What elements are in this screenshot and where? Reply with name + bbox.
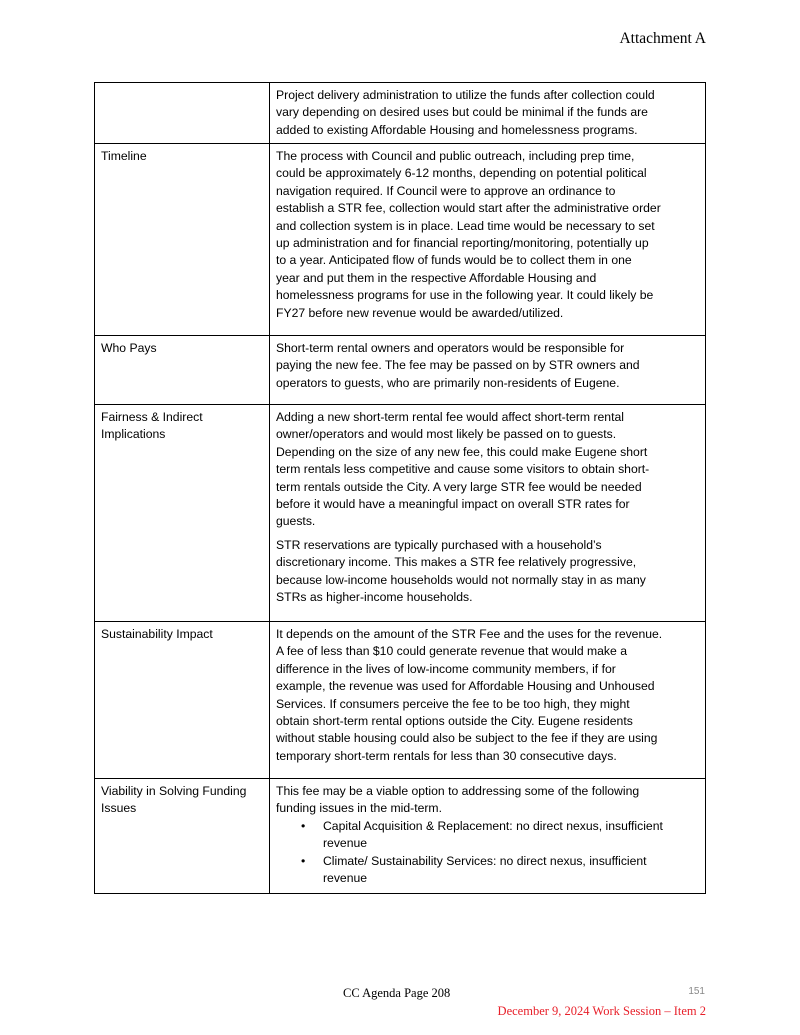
paragraph [276,537,699,607]
row-label [95,144,270,336]
text-line: difference in the lives of low-income community members, if for [276,661,616,676]
text-line: term rentals outside the City. A very large STR fee would be needed [276,479,642,494]
text-line: navigation required. If Council were to approve an ordinance to [276,183,616,198]
text-line: homelessness programs for use in the following year. It could likely be [276,288,654,303]
row-content [270,144,706,336]
text-line: paying the new fee. The fee may be passed on by STR owners and [276,358,640,373]
text-line: revenue [323,836,368,851]
table-row [95,779,706,894]
row-label [95,405,270,622]
row-label [95,83,270,144]
session-footer: December 9, 2024 Work Session – Item 2 [497,1004,706,1018]
text-line: • Capital Acquisition & Replacement: no direct nexus, insufficient [323,818,663,833]
text-line: operators to guests, who are primarily non-residents of Eugene. [276,375,620,390]
row-label [95,779,270,894]
row-content [270,405,706,622]
text-line: discretionary income. This makes a STR fee relatively progressive, [276,555,637,570]
text-line: up administration and for financial reporting/monitoring, potentially up [276,236,649,251]
table-row [95,83,706,144]
text-line: Depending on the size of any new fee, this could make Eugene short [276,444,648,459]
attachment-header: Attachment A [619,30,706,47]
text-line: establish a STR fee, collection would start after the administrative order [276,201,661,216]
text-line: vary depending on desired uses but could be minimal if the funds are [276,105,648,120]
text-line: The process with Council and public outreach, including prep time, [276,149,635,163]
text-line: STR reservations are typically purchased with a household’s [276,537,602,552]
text-line: without stable housing could also be subject to the fee if they are using [276,731,658,746]
table-row [95,622,706,779]
label-line: Viability in Solving Funding [101,784,247,798]
text-line: It depends on the amount of the STR Fee and the uses for the revenue. [276,627,663,641]
row-content [270,779,706,894]
paragraph [276,148,699,322]
label-line: Timeline [101,149,147,163]
paragraph [276,340,699,392]
paragraph [276,626,699,765]
text-line: owner/operators and would most likely be passed on to guests. [276,427,617,442]
text-line: added to existing Affordable Housing and homelessness programs. [276,122,638,137]
row-content [270,622,706,779]
table-row [95,336,706,405]
page-number: 151 [688,986,705,997]
agenda-page-footer: CC Agenda Page 208 [343,986,451,1000]
row-label [95,622,270,779]
bullet-list [276,818,699,888]
text-line: temporary short-term rentals for less than 30 consecutive days. [276,748,617,763]
table-row [95,144,706,336]
text-line: year and put them in the respective Affordable Housing and [276,270,597,285]
text-line: revenue [323,871,368,886]
text-line: A fee of less than $10 could generate revenue that would make a [276,644,627,659]
text-line: Project delivery administration to utilize the funds after collection could [276,88,655,102]
text-line: obtain short-term rental options outside the City. Eugene residents [276,714,633,729]
text-line: term rentals less competitive and cause some visitors to obtain short- [276,462,650,477]
text-line: Services. If consumers perceive the fee to be too high, they might [276,696,630,711]
text-line: because low-income households would not normally stay in as many [276,572,646,587]
text-line: and collection system is in place. Lead time would be necessary to set [276,218,655,233]
label-line: Issues [101,801,137,816]
paragraph [276,783,699,818]
bullet-item [276,853,699,888]
text-line: guests. [276,514,316,529]
label-line: Implications [101,427,166,442]
text-line: example, the revenue was used for Affordable Housing and Unhoused [276,679,655,694]
label-line: Fairness & Indirect [101,410,203,424]
row-label [95,336,270,405]
text-line: FY27 before new revenue would be awarded/utilized. [276,305,564,320]
text-line: • Climate/ Sustainability Services: no direct nexus, insufficient [323,853,647,868]
row-content [270,83,706,144]
paragraph [276,409,699,531]
bullet-item [276,818,699,853]
text-line: STRs as higher-income households. [276,590,473,605]
text-line: Short-term rental owners and operators would be responsible for [276,341,625,355]
text-line: Adding a new short-term rental fee would affect short-term rental [276,410,624,424]
text-line: This fee may be a viable option to addressing some of the following [276,784,640,798]
label-line: Who Pays [101,341,157,355]
paragraph [276,87,699,139]
funding-option-table [94,82,706,894]
text-line: to a year. Anticipated flow of funds would be to collect them in one [276,253,632,268]
text-line: funding issues in the mid-term. [276,801,442,816]
table-row [95,405,706,622]
row-content [270,336,706,405]
label-line: Sustainability Impact [101,627,213,641]
text-line: before it would have a meaningful impact on overall STR rates for [276,497,630,512]
text-line: could be approximately 6-12 months, depending on potential political [276,166,647,181]
